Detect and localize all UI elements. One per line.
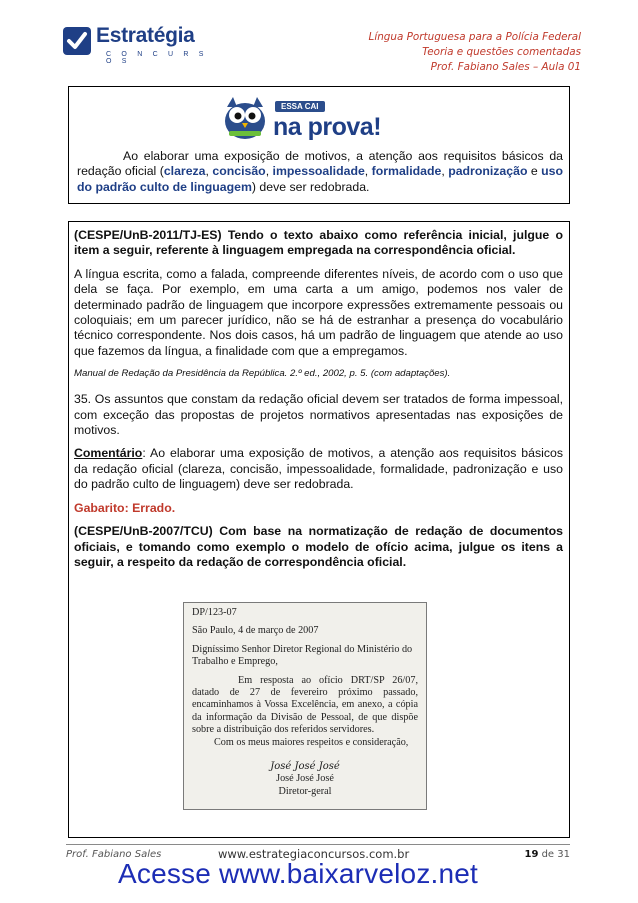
- essa-cai-badge: [219, 93, 409, 141]
- question-heading: (CESPE/UnB-2011/TJ-ES) Tendo o texto abaixo como referência inicial, julgue o item a seguir, referente à linguagem empregada na correspondência oficial.: [74, 228, 563, 258]
- keyword: concisão: [212, 164, 266, 179]
- logo: [62, 24, 212, 64]
- course-header: [369, 30, 581, 75]
- official-letter-image: [183, 602, 427, 810]
- owl-icon: [219, 93, 271, 141]
- keyword: clareza: [163, 164, 206, 179]
- footer-site-link[interactable]: www.estrategiaconcursos.com.br: [218, 847, 410, 861]
- question-heading-2: (CESPE/UnB-2007/TCU) Com base na normatização de redação de documentos oficiais, e tomando como exemplo o modelo de ofício acima, julgue os itens a seguir, a respeito da redação de correspondência oficial.: [74, 524, 563, 569]
- logo-name: Estratégia: [96, 24, 195, 47]
- question-item: 35. Os assuntos que constam da redação oficial devem ser tratados de forma impessoal, com exceção das propostas de projetos normativos apresentadas nas exposições de motivos.: [74, 392, 563, 438]
- logo-emblem-icon: [62, 26, 92, 56]
- answer-key: Gabarito: Errado.: [74, 500, 176, 515]
- question-box: [68, 221, 570, 838]
- keyword: uso do padrão culto de linguagem: [77, 164, 564, 194]
- comment-label: Comentário: [74, 446, 143, 461]
- question-passage: A língua escrita, como a falada, compreende diferentes níveis, de acordo com o uso que dela se faça. Por exemplo, em uma carta a um amigo, podemos nos valer de determinado padrão de linguagem que incorpore expressões extremamente pessoais ou coloquiais; em um parecer jurídico, não se há de estranhar a presença do vocabulário técnico correspondente. Nos dois casos, há um padrão de linguagem que atende ao uso que fazemos da língua, a finalidade com que a empregamos.: [74, 266, 563, 358]
- lesson-info: Prof. Fabiano Sales – Aula 01: [430, 61, 581, 73]
- promo-link[interactable]: Acesse www.baixarveloz.net: [118, 858, 479, 889]
- letter-closing: Com os meus maiores respeitos e consideração,: [214, 736, 409, 748]
- letter-address: Digníssimo Senhor Diretor Regional do Ministério do Trabalho e Emprego,: [192, 643, 413, 668]
- letter-ref: DP/123-07: [192, 607, 237, 618]
- footer-author: Prof. Fabiano Sales: [66, 849, 162, 860]
- tip-box: [68, 86, 570, 204]
- letter-signer-name: José José José: [276, 773, 334, 785]
- footer-divider: [66, 844, 570, 845]
- letter-signature: José José José: [270, 761, 340, 773]
- keyword: impessoalidade: [272, 164, 365, 179]
- logo-subtitle: C O N C U R S O S: [106, 51, 208, 65]
- course-subtitle: Teoria e questões comentadas: [422, 46, 581, 58]
- tip-text: Ao elaborar uma exposição de motivos, a atenção aos requisitos básicos da redação oficial (clareza, concisão, impessoalidade, formalidade, padronização e uso do padrão culto de linguagem) deve ser redobrada.: [77, 149, 564, 194]
- comment: Comentário: Ao elaborar uma exposição de motivos, a atenção aos requisitos básicos da redação oficial (clareza, concisão, impessoalidade, formalidade, padronização e uso do padrão culto de linguagem) deve ser redobrada.: [74, 446, 563, 492]
- letter-date: São Paulo, 4 de março de 2007: [192, 625, 319, 637]
- badge-tag: ESSA CAI: [275, 101, 325, 112]
- letter-body: Em resposta ao ofício DRT/SP 26/07, datado de 27 de fevereiro próximo passado, encaminhamos à Vossa Excelência, em anexo, a cópia da informação da Divisão de Pessoal, de que dispõe sobre a distribuição dos referidos servidores.: [192, 674, 418, 736]
- course-title: Língua Portuguesa para a Polícia Federal: [368, 31, 581, 43]
- keyword: padronização: [448, 164, 528, 179]
- keyword: formalidade: [371, 164, 442, 179]
- page-number: 19 de 31: [524, 849, 570, 860]
- passage-source: Manual de Redação da Presidência da República. 2.º ed., 2002, p. 5. (com adaptações).: [74, 368, 451, 380]
- badge-title: na prova!: [273, 113, 382, 141]
- letter-signer-title: Diretor-geral: [278, 785, 332, 797]
